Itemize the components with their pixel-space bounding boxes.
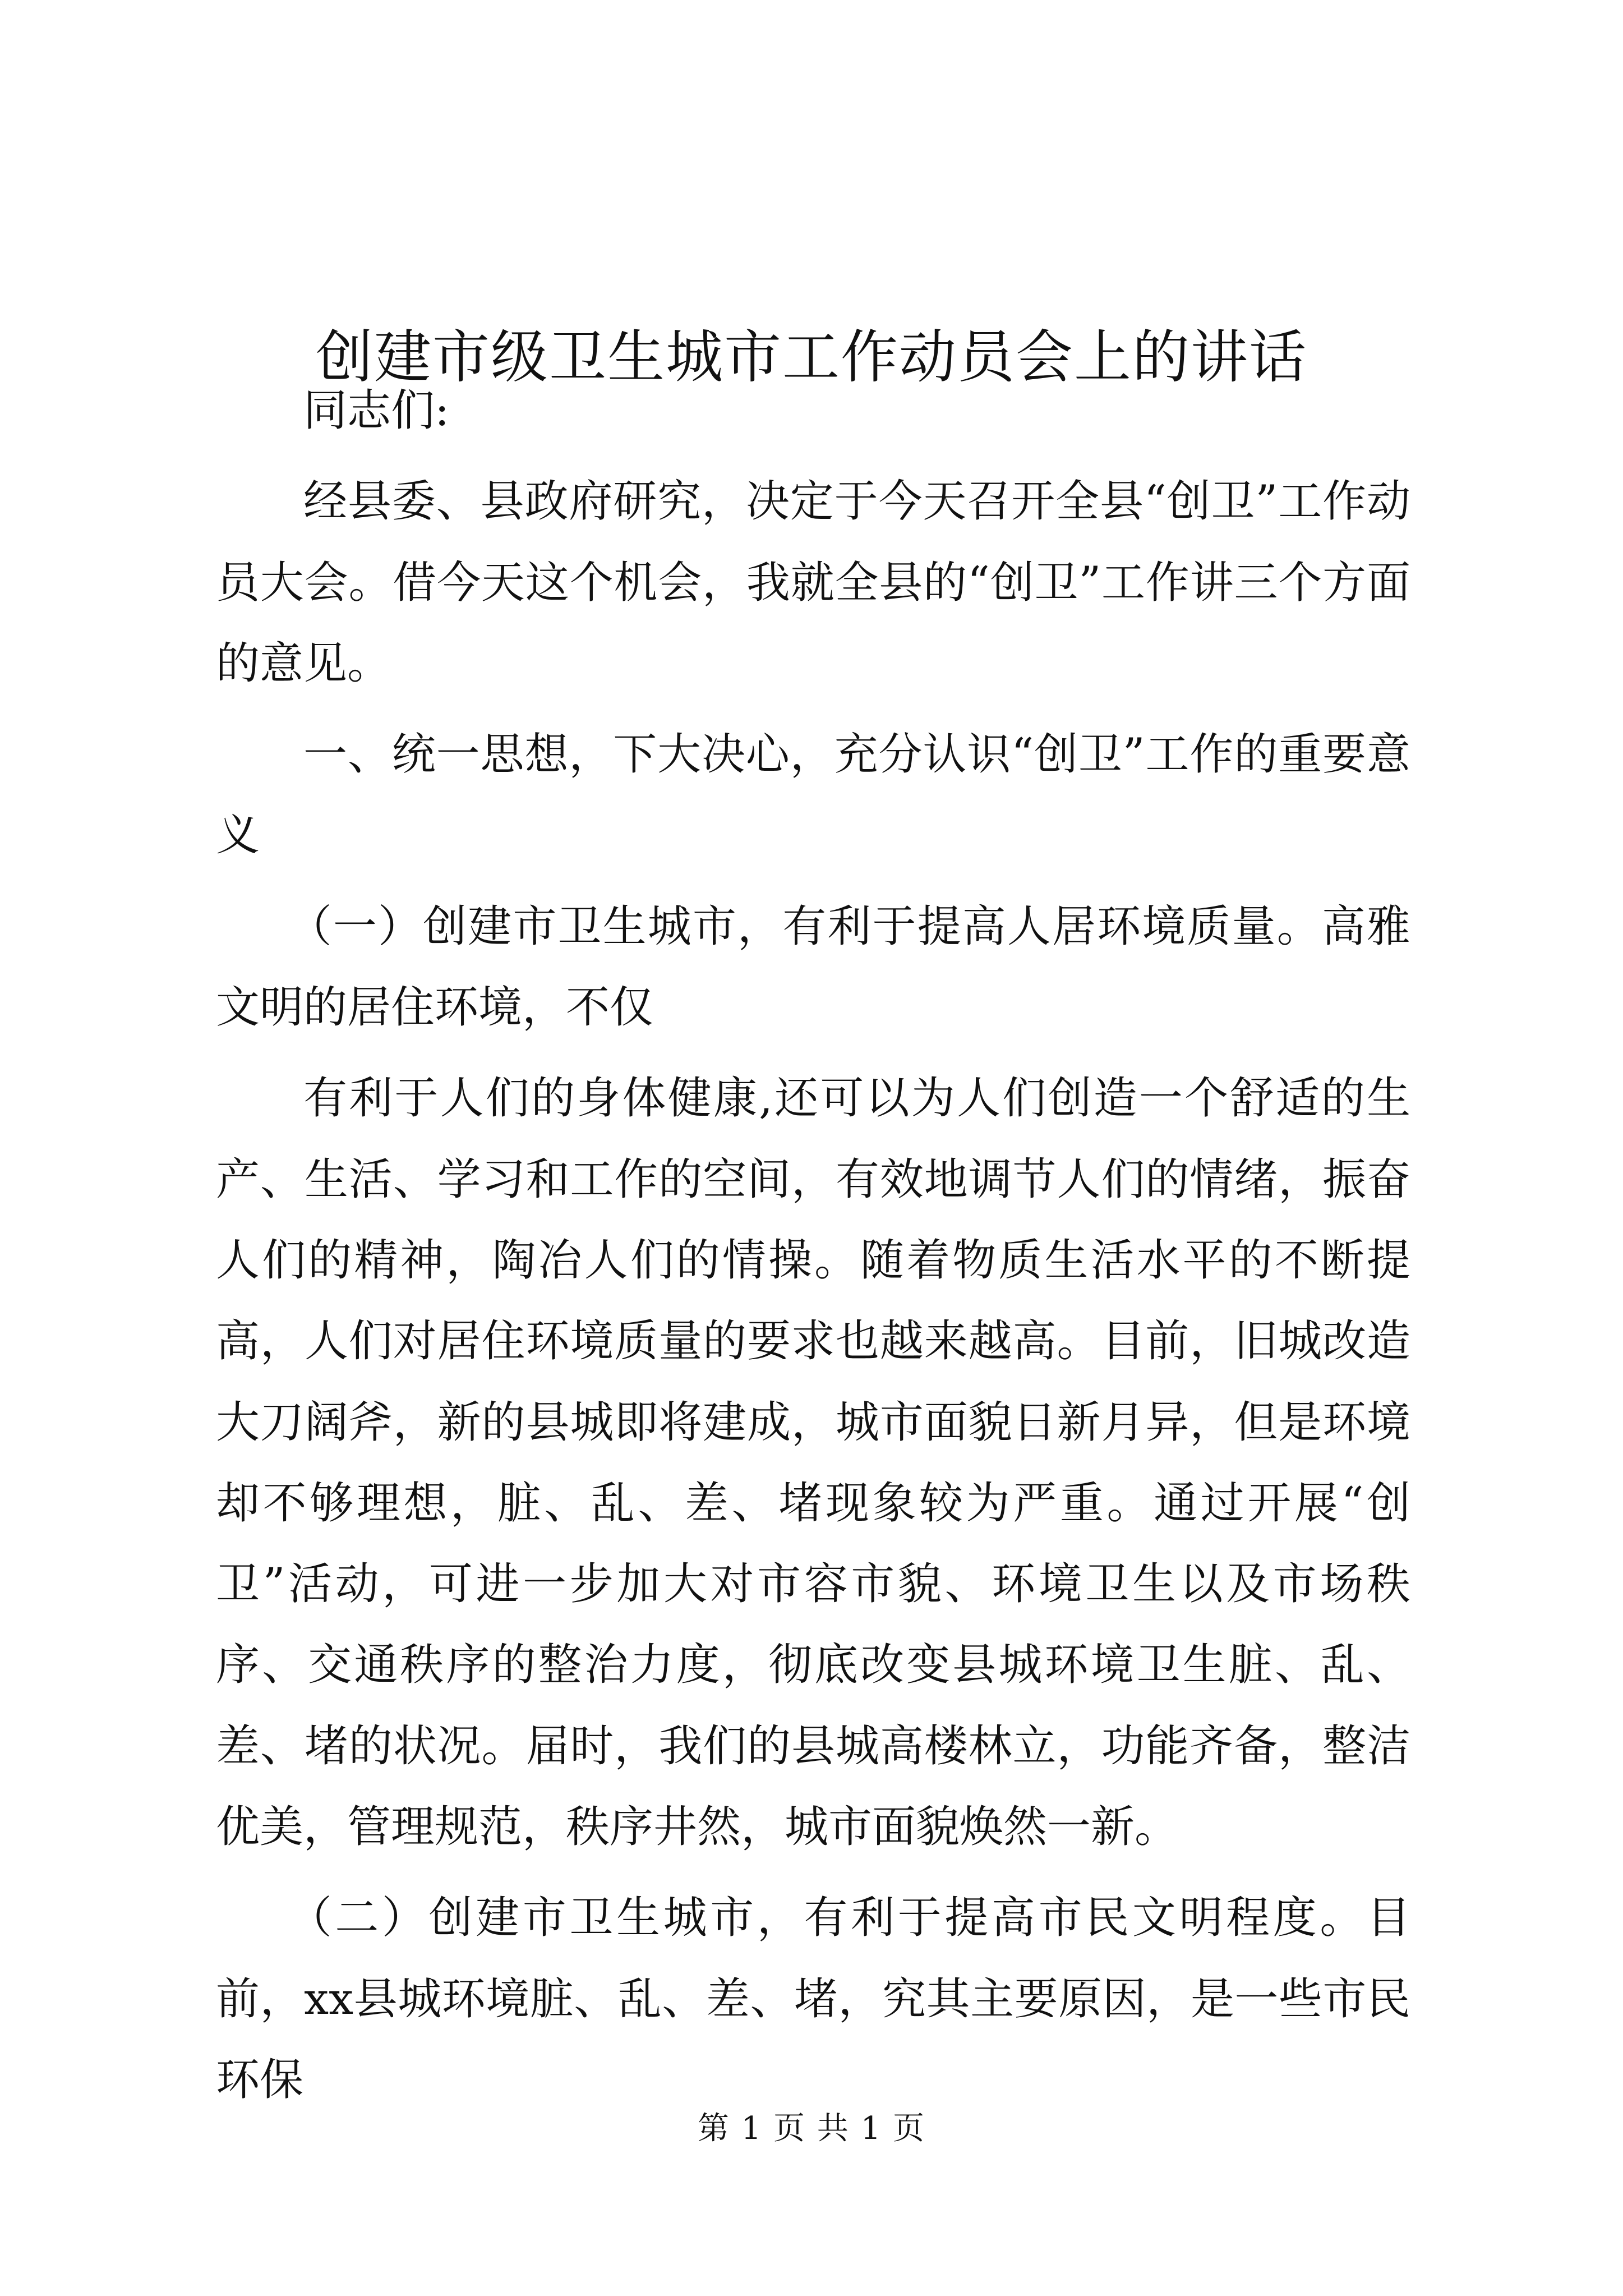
- paragraph-body-1: 有利于人们的身体健康,还可以为人们创造一个舒适的生产、生活、学习和工作的空间，有效地调节人们的情绪，振奋人们的精神，陶冶人们的情操。随着物质生活水平的不断提高，人们对居住环境质量的要求也越来越高。目前，旧城改造大刀阔斧，新的县城即将建成，城市面貌日新月异，但是环境却不够理想，脏、乱、差、堵现象较为严重。通过开展“创卫”活动，可进一步加大对市容市貌、环境卫生以及市场秩序、交通秩序的整治力度，彻底改变县城环境卫生脏、乱、差、堵的状况。届时，我们的县城高楼林立，功能齐备，整洁优美，管理规范，秩序井然，城市面貌焕然一新。: [216, 1073, 1410, 1853]
- document-title: 创建市级卫生城市工作动员会上的讲话: [316, 324, 1307, 392]
- section-heading-1: 一、统一思想，下大决心，充分认识“创卫”工作的重要意义: [216, 729, 1410, 861]
- document-body: [216, 370, 1410, 2131]
- salutation: 同志们:: [303, 385, 450, 436]
- page-number-footer: 第 1 页 共 1 页: [697, 2110, 926, 2147]
- paragraph-intro: 经县委、县政府研究，决定于今天召开全县“创卫”工作动员大会。借今天这个机会，我就全县的“创卫”工作讲三个方面的意见。: [216, 476, 1410, 689]
- subsection-heading-2: （二）创建市卫生城市，有利于提高市民文明程度。目前，xx县城环境脏、乱、差、堵，究其主要原因，是一些市民环保: [216, 1893, 1410, 2105]
- subsection-heading-1: （一）创建市卫生城市，有利于提高人居环境质量。高雅文明的居住环境，不仅: [216, 901, 1410, 1033]
